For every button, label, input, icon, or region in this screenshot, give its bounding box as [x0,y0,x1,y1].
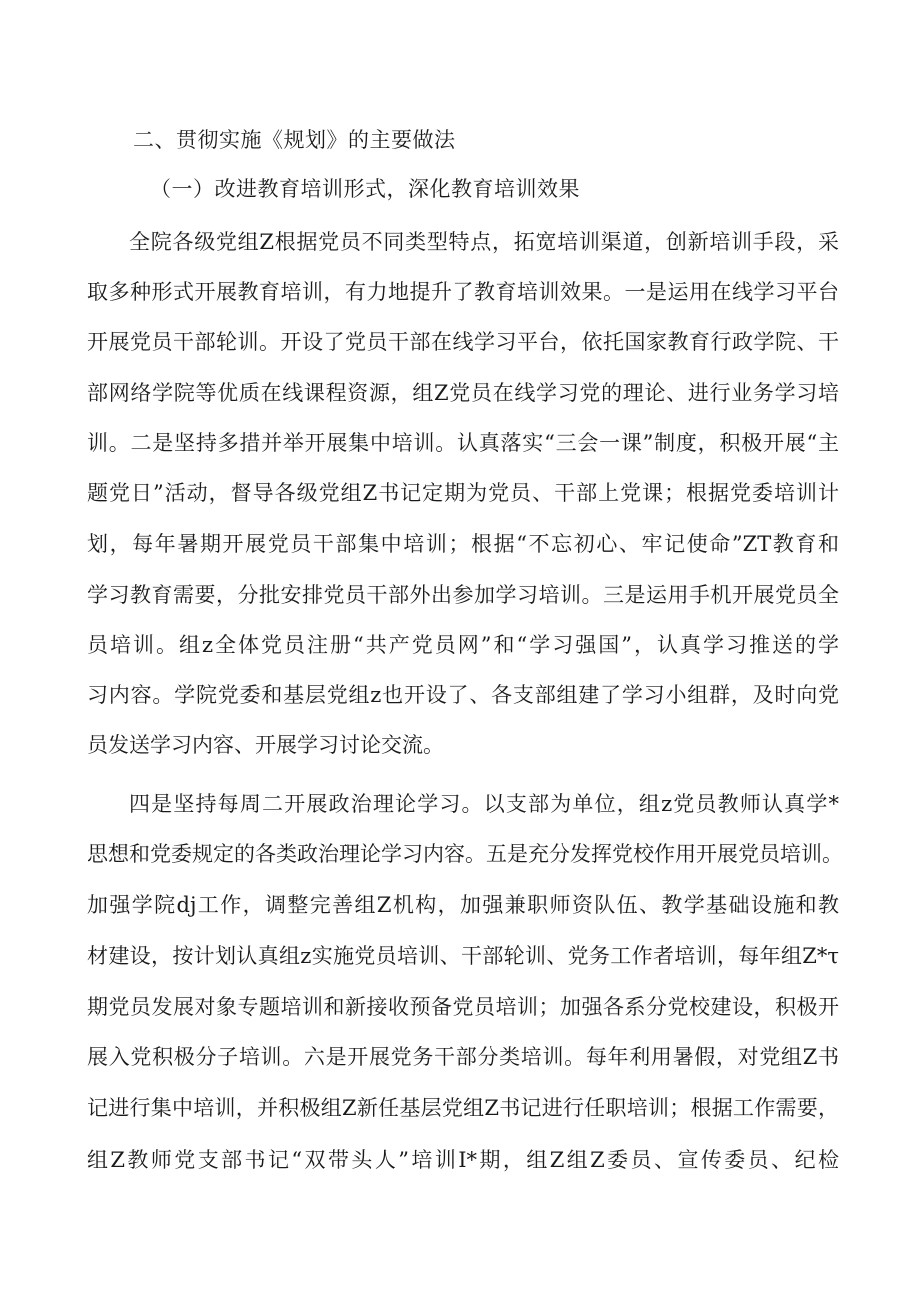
paragraph-line: 员培训。组z全体党员注册“共产党员网”和“学习强国”，认真学习推送的学 [87,633,839,657]
paragraph-line: 展入党积极分子培训。六是开展党务干部分类培训。每年利用暑假，对党组Z书 [87,1045,839,1069]
paragraph-line: 材建设，按计划认真组z实施党员培训、干部轮训、党务工作者培训，每年组Z*τ [87,944,839,968]
paragraph-line: 划，每年暑期开展党员干部集中培训；根据“不忘初心、牢记使命”ZT教育和 [87,532,839,556]
paragraph-line: 记进行集中培训，并积极组Z新任基层党组Z书记进行任职培训；根据工作需要， [87,1096,839,1120]
paragraph-line: 全院各级党组Z根据党员不同类型特点，拓宽培训渠道，创新培训手段，采 [129,230,839,254]
paragraph-line: 部网络学院等优质在线课程资源，组Z党员在线学习党的理论、进行业务学习培 [87,381,839,405]
paragraph-line: 训。二是坚持多措并举开展集中培训。认真落实“三会一课”制度，积极开展“主 [87,431,839,455]
paragraph-line: 习内容。学院党委和基层党组z也开设了、各支部组建了学习小组群，及时向党 [87,683,839,707]
paragraph-line: 思想和党委规定的各类政治理论学习内容。五是充分发挥党校作用开展党员培训。 [87,842,843,866]
section-heading: 二、贯彻实施《规划》的主要做法 [133,128,456,152]
paragraph-line: 取多种形式开展教育培训，有力地提升了教育培训效果。一是运用在线学习平台 [87,280,839,304]
paragraph-line: 四是坚持每周二开展政治理论学习。以支部为单位，组z党员教师认真学* [129,792,839,816]
paragraph-line: 组Z教师党支部书记“双带头人”培训I*期，组Z组Z委员、宣传委员、纪检 [87,1148,839,1172]
subsection-heading: （一）改进教育培训形式，深化教育培训效果 [150,177,580,201]
paragraph-line: 加强学院dj工作，调整完善组Z机构，加强兼职师资队伍、教学基础设施和教 [87,893,839,917]
paragraph-line: 期党员发展对象专题培训和新接收预备党员培训；加强各系分党校建设，积极开 [87,995,839,1019]
paragraph-line: 开展党员干部轮训。开设了党员干部在线学习平台，依托国家教育行政学院、干 [87,330,839,354]
paragraph-line: 员发送学习内容、开展学习讨论交流。 [87,733,444,757]
paragraph-line: 学习教育需要，分批安排党员干部外出参加学习培训。三是运用手机开展党员全 [87,583,839,607]
paragraph-line: 题党日”活动，督导各级党组Z书记定期为党员、干部上党课；根据党委培训计 [87,481,839,505]
